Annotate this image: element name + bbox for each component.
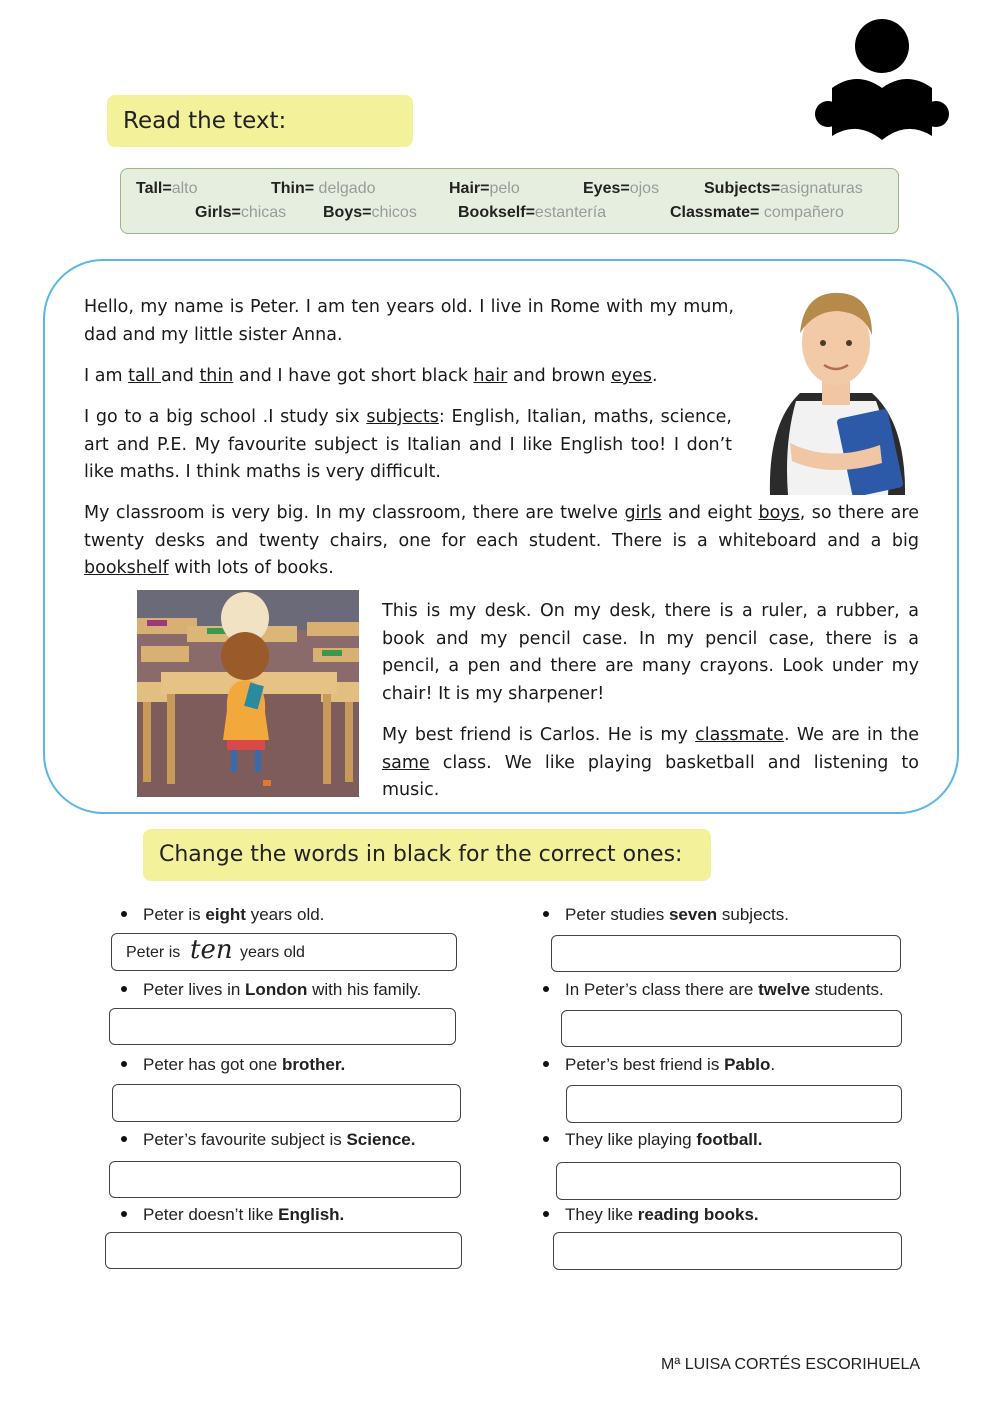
answer-field[interactable] (112, 1084, 461, 1122)
question-item: Peter lives in London with his family. (121, 980, 421, 1000)
answer-field[interactable] (109, 1008, 456, 1045)
question-item: Peter’s favourite subject is Science. (121, 1130, 415, 1150)
answer-field[interactable] (105, 1232, 462, 1269)
bullet-icon (121, 911, 127, 917)
bullet-icon (121, 1061, 127, 1067)
story-paragraph-school: I go to a big school .I study six subjects: English, Italian, maths, science, art and P.E. My favourite subject is Italian and I like English too! I don’t like maths. I think maths is very difficult. (84, 407, 732, 482)
bullet-icon (121, 1136, 127, 1142)
bullet-icon (543, 1061, 549, 1067)
vocab-item: Tall=alto (136, 180, 198, 197)
answer-field[interactable] (556, 1162, 901, 1200)
bullet-icon (543, 1136, 549, 1142)
question-item: In Peter’s class there are twelve students. (543, 980, 884, 1000)
bullet-icon (543, 911, 549, 917)
change-words-heading: Change the words in black for the correct ones: (143, 829, 711, 881)
boy-photo (760, 273, 912, 495)
question-item: They like playing football. (543, 1130, 762, 1150)
vocab-item: Hair=pelo (449, 180, 520, 197)
story-paragraph-classroom: My classroom is very big. In my classroom, there are twelve girls and eight boys, so there are twenty desks and twenty chairs, one for each student. There is a whiteboard and a big bookshelf with lots of books. (84, 503, 919, 578)
vocab-item: Classmate= compañero (670, 204, 844, 221)
question-item: Peter is eight years old. (121, 905, 324, 925)
vocabulary-box (120, 168, 899, 234)
bullet-icon (543, 1211, 549, 1217)
answer-field-example[interactable]: Peter is ten years old (111, 933, 457, 971)
vocab-item: Subjects=asignaturas (704, 180, 863, 197)
vocab-item: Boys=chicos (323, 204, 417, 221)
read-the-text-heading: Read the text: (107, 95, 413, 147)
answer-field[interactable] (553, 1232, 902, 1270)
question-item: Peter’s best friend is Pablo. (543, 1055, 775, 1075)
reading-person-icon (812, 18, 952, 153)
story-paragraph-intro: Hello, my name is Peter. I am ten years old. I live in Rome with my mum, dad and my little sister Anna. (84, 297, 734, 345)
story-paragraph-friend: My best friend is Carlos. He is my classmate. We are in the same class. We like playing basketball and listening to music. (382, 725, 919, 800)
story-paragraph-appearance: I am tall and thin and I have got short black hair and brown eyes. (84, 366, 658, 386)
vocab-item: Thin= delgado (271, 180, 376, 197)
vocab-item: Eyes=ojos (583, 180, 660, 197)
answer-field[interactable] (551, 935, 901, 972)
question-item: They like reading books. (543, 1205, 759, 1225)
answer-field[interactable] (561, 1010, 902, 1047)
vocab-item: Girls=chicas (195, 204, 287, 221)
answer-field[interactable] (109, 1161, 461, 1198)
vocab-item: Bookself=estantería (458, 204, 607, 221)
question-item: Peter studies seven subjects. (543, 905, 789, 925)
bullet-icon (121, 986, 127, 992)
question-item: Peter has got one brother. (121, 1055, 345, 1075)
classroom-illustration (137, 590, 359, 797)
story-paragraph-desk: This is my desk. On my desk, there is a ruler, a rubber, a book and my pencil case. In my pencil case, there is a pencil, a pen and there are many crayons. Look under my chair! It is my sharpener! (382, 601, 919, 704)
bullet-icon (121, 1211, 127, 1217)
author-footer: Mª LUISA CORTÉS ESCORIHUELA (661, 1356, 921, 1373)
question-item: Peter doesn’t like English. (121, 1205, 344, 1225)
answer-field[interactable] (566, 1085, 902, 1123)
bullet-icon (543, 986, 549, 992)
